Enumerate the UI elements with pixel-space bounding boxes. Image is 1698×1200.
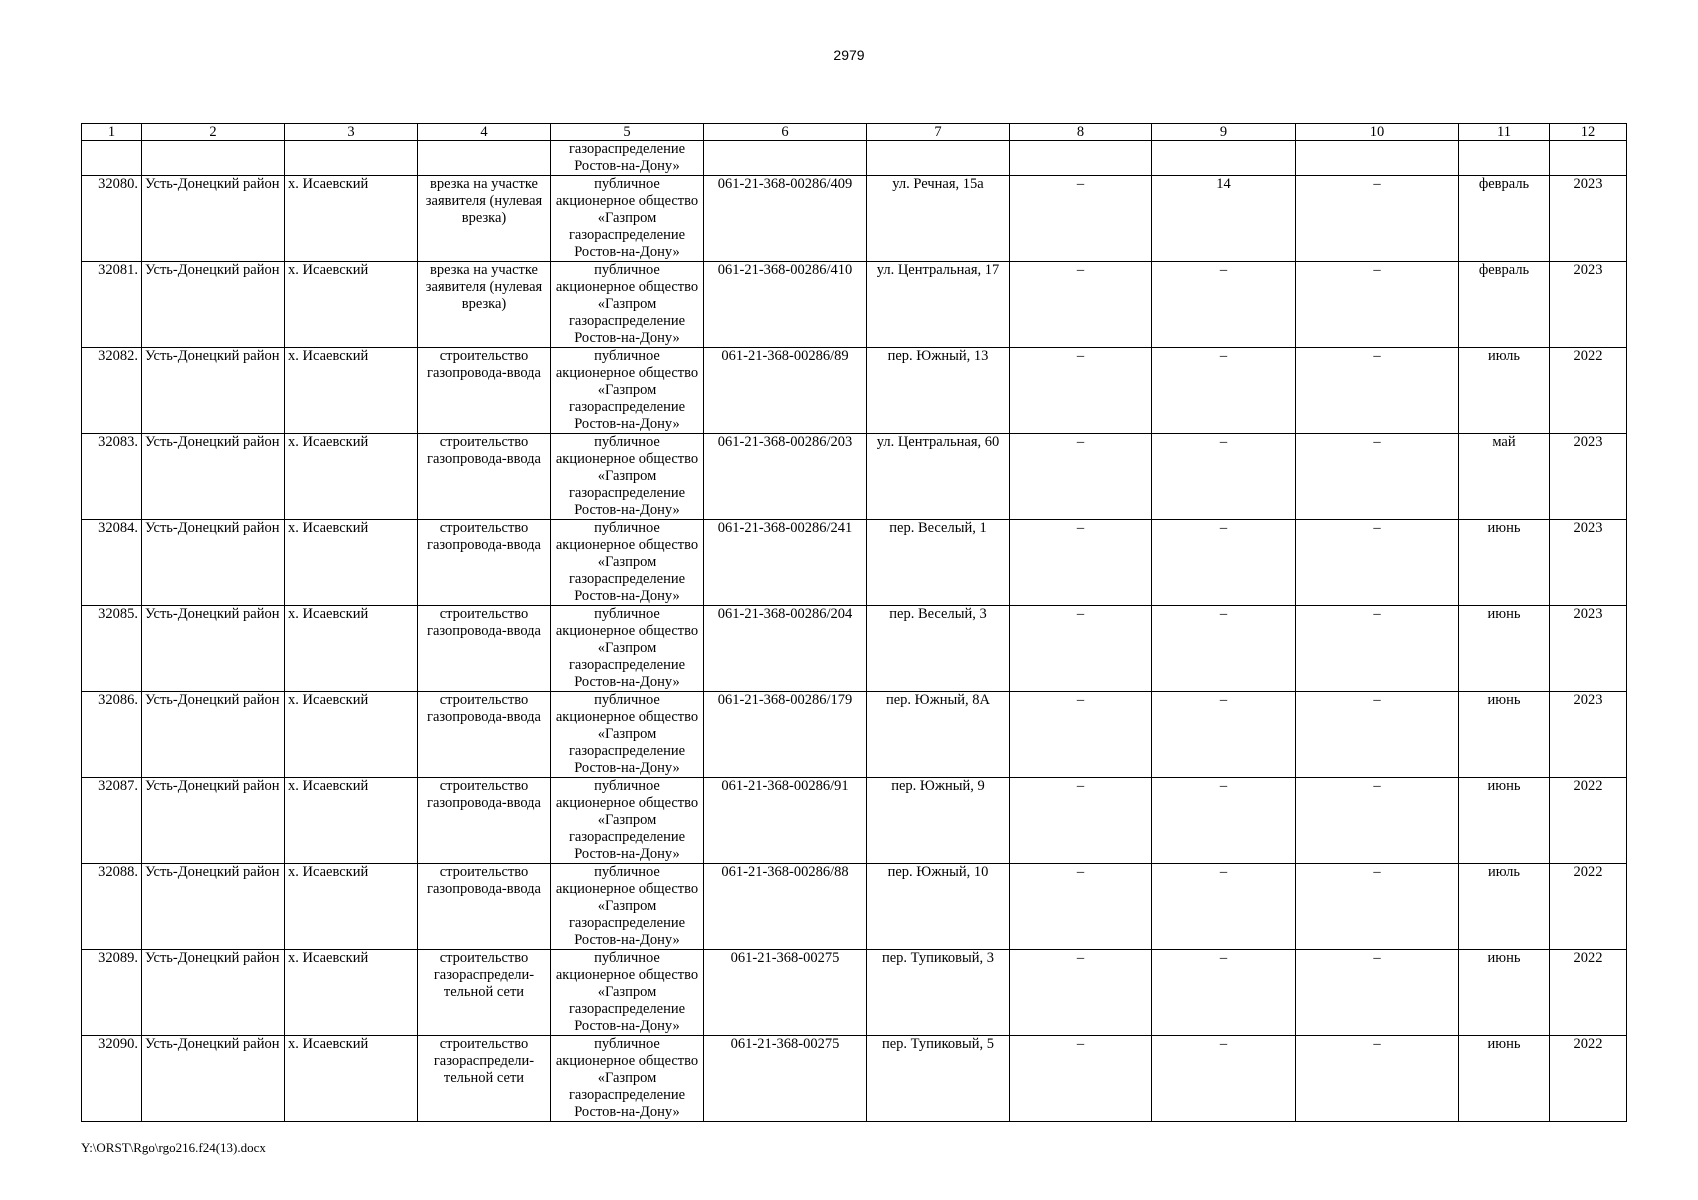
column-9-cell: – [1152, 520, 1296, 606]
column-header-1: 1 [82, 124, 142, 141]
organization-cell: публичное акционерное общество «Газпром газораспределение Ростов-на-Дону» [551, 520, 704, 606]
organization-cell: публичное акционерное общество «Газпром газораспределение Ростов-на-Дону» [551, 434, 704, 520]
table-row [82, 520, 1627, 606]
address-cell: пер. Веселый, 1 [867, 520, 1010, 606]
address-cell: пер. Южный, 9 [867, 778, 1010, 864]
column-10-cell: – [1296, 520, 1459, 606]
year-cell: 2023 [1550, 520, 1627, 606]
object-code-cell: 061-21-368-00286/241 [704, 520, 867, 606]
month-cell: июнь [1459, 606, 1550, 692]
continuation-cell-5: газораспределение Ростов-на-Дону» [551, 141, 704, 176]
object-code-cell: 061-21-368-00286/204 [704, 606, 867, 692]
table-row [82, 434, 1627, 520]
month-cell: июль [1459, 864, 1550, 950]
locality-cell: х. Исаевский [285, 778, 418, 864]
column-header-5: 5 [551, 124, 704, 141]
year-cell: 2023 [1550, 434, 1627, 520]
row-number: 32087. [82, 778, 142, 864]
year-cell: 2023 [1550, 176, 1627, 262]
locality-cell: х. Исаевский [285, 520, 418, 606]
column-header-12: 12 [1550, 124, 1627, 141]
table-row [82, 778, 1627, 864]
row-number: 32086. [82, 692, 142, 778]
column-header-10: 10 [1296, 124, 1459, 141]
column-10-cell: – [1296, 434, 1459, 520]
column-8-cell: – [1010, 864, 1152, 950]
work-type-cell: строительство газопровода-ввода [418, 692, 551, 778]
continuation-cell-11 [1459, 141, 1550, 176]
data-table [81, 123, 1627, 1122]
column-8-cell: – [1010, 348, 1152, 434]
locality-cell: х. Исаевский [285, 262, 418, 348]
table-row [82, 262, 1627, 348]
column-10-cell: – [1296, 864, 1459, 950]
work-type-cell: строительство газопровода-ввода [418, 778, 551, 864]
continuation-cell-9 [1152, 141, 1296, 176]
row-number: 32082. [82, 348, 142, 434]
month-cell: июнь [1459, 692, 1550, 778]
object-code-cell: 061-21-368-00286/179 [704, 692, 867, 778]
column-10-cell: – [1296, 1036, 1459, 1122]
column-10-cell: – [1296, 950, 1459, 1036]
organization-cell: публичное акционерное общество «Газпром газораспределение Ростов-на-Дону» [551, 950, 704, 1036]
locality-cell: х. Исаевский [285, 692, 418, 778]
column-9-cell: 14 [1152, 176, 1296, 262]
year-cell: 2023 [1550, 262, 1627, 348]
work-type-cell: строительство газораспредели-тельной сети [418, 1036, 551, 1122]
column-8-cell: – [1010, 176, 1152, 262]
locality-cell: х. Исаевский [285, 606, 418, 692]
address-cell: пер. Тупиковый, 3 [867, 950, 1010, 1036]
column-10-cell: – [1296, 262, 1459, 348]
organization-cell: публичное акционерное общество «Газпром газораспределение Ростов-на-Дону» [551, 692, 704, 778]
work-type-cell: строительство газопровода-ввода [418, 864, 551, 950]
column-9-cell: – [1152, 606, 1296, 692]
column-header-8: 8 [1010, 124, 1152, 141]
column-9-cell: – [1152, 864, 1296, 950]
continuation-cell-2 [142, 141, 285, 176]
address-cell: пер. Веселый, 3 [867, 606, 1010, 692]
column-8-cell: – [1010, 692, 1152, 778]
column-9-cell: – [1152, 348, 1296, 434]
table-row [82, 1036, 1627, 1122]
row-number: 32088. [82, 864, 142, 950]
object-code-cell: 061-21-368-00286/88 [704, 864, 867, 950]
table-row [82, 348, 1627, 434]
district-cell: Усть-Донецкий район [142, 606, 285, 692]
column-10-cell: – [1296, 778, 1459, 864]
continuation-cell-10 [1296, 141, 1459, 176]
column-10-cell: – [1296, 348, 1459, 434]
column-10-cell: – [1296, 606, 1459, 692]
header-row [82, 124, 1627, 141]
column-8-cell: – [1010, 520, 1152, 606]
work-type-cell: строительство газопровода-ввода [418, 434, 551, 520]
row-number: 32084. [82, 520, 142, 606]
continuation-cell-12 [1550, 141, 1627, 176]
month-cell: июнь [1459, 520, 1550, 606]
month-cell: июнь [1459, 950, 1550, 1036]
locality-cell: х. Исаевский [285, 950, 418, 1036]
work-type-cell: строительство газопровода-ввода [418, 606, 551, 692]
district-cell: Усть-Донецкий район [142, 176, 285, 262]
column-header-7: 7 [867, 124, 1010, 141]
object-code-cell: 061-21-368-00286/410 [704, 262, 867, 348]
column-9-cell: – [1152, 1036, 1296, 1122]
district-cell: Усть-Донецкий район [142, 778, 285, 864]
locality-cell: х. Исаевский [285, 1036, 418, 1122]
column-9-cell: – [1152, 692, 1296, 778]
column-8-cell: – [1010, 434, 1152, 520]
district-cell: Усть-Донецкий район [142, 692, 285, 778]
district-cell: Усть-Донецкий район [142, 864, 285, 950]
year-cell: 2023 [1550, 692, 1627, 778]
column-8-cell: – [1010, 606, 1152, 692]
address-cell: пер. Южный, 13 [867, 348, 1010, 434]
month-cell: июль [1459, 348, 1550, 434]
column-9-cell: – [1152, 950, 1296, 1036]
column-header-11: 11 [1459, 124, 1550, 141]
column-8-cell: – [1010, 262, 1152, 348]
year-cell: 2022 [1550, 778, 1627, 864]
address-cell: ул. Центральная, 17 [867, 262, 1010, 348]
column-8-cell: – [1010, 778, 1152, 864]
continuation-cell-3 [285, 141, 418, 176]
table-row [82, 606, 1627, 692]
month-cell: февраль [1459, 262, 1550, 348]
work-type-cell: врезка на участке заявителя (нулевая врезка) [418, 176, 551, 262]
column-9-cell: – [1152, 262, 1296, 348]
locality-cell: х. Исаевский [285, 864, 418, 950]
column-header-6: 6 [704, 124, 867, 141]
column-header-2: 2 [142, 124, 285, 141]
continuation-cell-4 [418, 141, 551, 176]
district-cell: Усть-Донецкий район [142, 434, 285, 520]
district-cell: Усть-Донецкий район [142, 950, 285, 1036]
month-cell: май [1459, 434, 1550, 520]
address-cell: пер. Южный, 10 [867, 864, 1010, 950]
organization-cell: публичное акционерное общество «Газпром газораспределение Ростов-на-Дону» [551, 1036, 704, 1122]
organization-cell: публичное акционерное общество «Газпром газораспределение Ростов-на-Дону» [551, 778, 704, 864]
continuation-cell-6 [704, 141, 867, 176]
column-10-cell: – [1296, 176, 1459, 262]
locality-cell: х. Исаевский [285, 434, 418, 520]
object-code-cell: 061-21-368-00275 [704, 1036, 867, 1122]
table-row [82, 176, 1627, 262]
column-header-9: 9 [1152, 124, 1296, 141]
month-cell: июнь [1459, 1036, 1550, 1122]
row-number: 32081. [82, 262, 142, 348]
month-cell: июнь [1459, 778, 1550, 864]
month-cell: февраль [1459, 176, 1550, 262]
row-number: 32083. [82, 434, 142, 520]
year-cell: 2023 [1550, 606, 1627, 692]
address-cell: ул. Центральная, 60 [867, 434, 1010, 520]
column-header-3: 3 [285, 124, 418, 141]
row-number: 32080. [82, 176, 142, 262]
address-cell: ул. Речная, 15а [867, 176, 1010, 262]
table-row [82, 864, 1627, 950]
column-8-cell: – [1010, 950, 1152, 1036]
district-cell: Усть-Донецкий район [142, 348, 285, 434]
organization-cell: публичное акционерное общество «Газпром газораспределение Ростов-на-Дону» [551, 606, 704, 692]
work-type-cell: строительство газопровода-ввода [418, 520, 551, 606]
column-10-cell: – [1296, 692, 1459, 778]
row-number: 32090. [82, 1036, 142, 1122]
year-cell: 2022 [1550, 950, 1627, 1036]
object-code-cell: 061-21-368-00286/203 [704, 434, 867, 520]
locality-cell: х. Исаевский [285, 348, 418, 434]
column-8-cell: – [1010, 1036, 1152, 1122]
organization-cell: публичное акционерное общество «Газпром газораспределение Ростов-на-Дону» [551, 262, 704, 348]
district-cell: Усть-Донецкий район [142, 262, 285, 348]
locality-cell: х. Исаевский [285, 176, 418, 262]
organization-cell: публичное акционерное общество «Газпром газораспределение Ростов-на-Дону» [551, 176, 704, 262]
table-row [82, 692, 1627, 778]
object-code-cell: 061-21-368-00286/409 [704, 176, 867, 262]
column-9-cell: – [1152, 434, 1296, 520]
continuation-cell-7 [867, 141, 1010, 176]
year-cell: 2022 [1550, 864, 1627, 950]
page-number: 2979 [833, 47, 865, 63]
work-type-cell: строительство газораспредели-тельной сети [418, 950, 551, 1036]
row-number: 32085. [82, 606, 142, 692]
table-row [82, 950, 1627, 1036]
work-type-cell: врезка на участке заявителя (нулевая врезка) [418, 262, 551, 348]
object-code-cell: 061-21-368-00286/91 [704, 778, 867, 864]
continuation-cell-8 [1010, 141, 1152, 176]
column-9-cell: – [1152, 778, 1296, 864]
year-cell: 2022 [1550, 1036, 1627, 1122]
object-code-cell: 061-21-368-00286/89 [704, 348, 867, 434]
continuation-row [82, 141, 1627, 176]
organization-cell: публичное акционерное общество «Газпром газораспределение Ростов-на-Дону» [551, 348, 704, 434]
address-cell: пер. Южный, 8А [867, 692, 1010, 778]
footer-file-path: Y:\ORST\Rgo\rgo216.f24(13).docx [81, 1140, 266, 1155]
continuation-cell-1 [82, 141, 142, 176]
row-number: 32089. [82, 950, 142, 1036]
object-code-cell: 061-21-368-00275 [704, 950, 867, 1036]
work-type-cell: строительство газопровода-ввода [418, 348, 551, 434]
organization-cell: публичное акционерное общество «Газпром газораспределение Ростов-на-Дону» [551, 864, 704, 950]
district-cell: Усть-Донецкий район [142, 1036, 285, 1122]
year-cell: 2022 [1550, 348, 1627, 434]
district-cell: Усть-Донецкий район [142, 520, 285, 606]
column-header-4: 4 [418, 124, 551, 141]
address-cell: пер. Тупиковый, 5 [867, 1036, 1010, 1122]
